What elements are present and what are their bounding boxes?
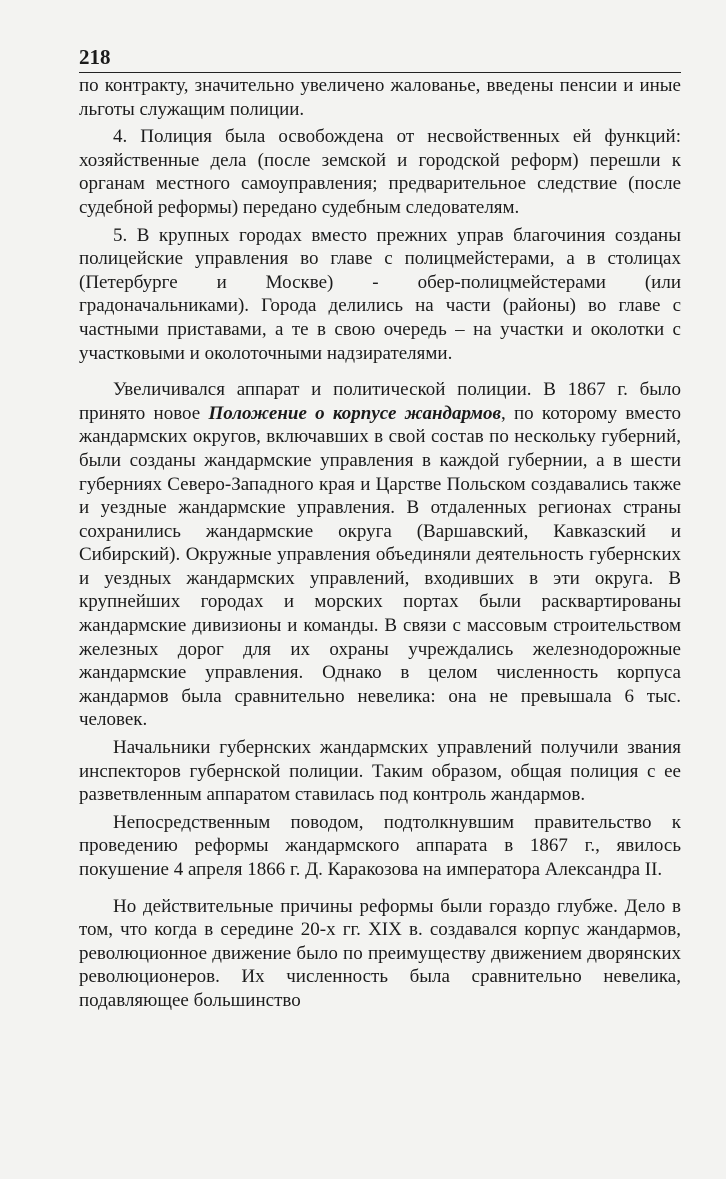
paragraph-text-end: , по которому вместо жандармских округов, включавших в свой состав по нескольку губерний, были созданы жандармские управления в каждой губернии, а в шести губерниях Северо-Западного края и Царстве Польском создавались также и уездные жандармские управления. В отдаленных регионах страны сохранились жандармские округа (Варшавский, Кавказский и Сибирский). Окружные управления объединяли деятельность губернских и уездных жандармских управлений, входивших в эти округа. В крупнейших городах и морских портах были расквартированы жандармские дивизионы и команды. В связи с массовым строительством железных дорог для их охраны учреждались железнодорожные жандармские управления. Однако в целом численность корпуса жандармов была сравнительно невелика: она не превышала 6 тыс. человек. xyxy=(79,402,681,731)
paragraph-continuation: по контракту, значительно увеличено жалованье, введены пенсии и иные льготы служащим полиции. xyxy=(79,75,681,120)
page-body-text xyxy=(79,74,681,1013)
page-number: 218 xyxy=(79,45,111,69)
paragraph-inspectors: Начальники губернских жандармских управлений получили звания инспекторов губернской полиции. Таким образом, общая полиция с ее разветвленным аппаратом ставилась под контроль жандармов. xyxy=(79,737,681,806)
paragraph-causes: Но действительные причины реформы были гораздо глубже. Дело в том, что когда в середине 20-х гг. XIX в. создавался корпус жандармов, революционное движение было по преимуществу движением дворянских революционеров. Их численность была сравнительно невелика, подавляющее большинство xyxy=(79,895,681,1011)
paragraph-item-5: 5. В крупных городах вместо прежних управ благочиния созданы полицейские управления во главе с полицмейстерами, а в столицах (Петербурге и Москве) - обер-полицмейстерами (или градоначальниками). Города делились на части (районы) во главе с частными приставами, а те в свою очередь – на участки и околотки с участковыми и околоточными надзирателями. xyxy=(79,224,681,364)
paragraph-item-4: 4. Полиция была освобождена от несвойственных ей функций: хозяйственные дела (после земской и городской реформ) перешли к органам местного самоуправления; предварительное следствие (после судебной реформы) передано судебным следователям. xyxy=(79,126,681,218)
header-rule xyxy=(79,72,681,73)
paragraph-gendarmes xyxy=(79,378,681,732)
paragraph-pretext: Непосредственным поводом, подтолкнувшим правительство к проведению реформы жандармского аппарата в 1867 г., явилось покушение 4 апреля 1866 г. Д. Каракозова на императора Александра II. xyxy=(79,811,681,880)
regulation-title-emphasis: Положение о корпусе жандармов xyxy=(208,402,502,424)
paragraph-text-start: Увеличивался аппарат и политической полиции. В 1867 г. было принято новое xyxy=(79,379,681,424)
